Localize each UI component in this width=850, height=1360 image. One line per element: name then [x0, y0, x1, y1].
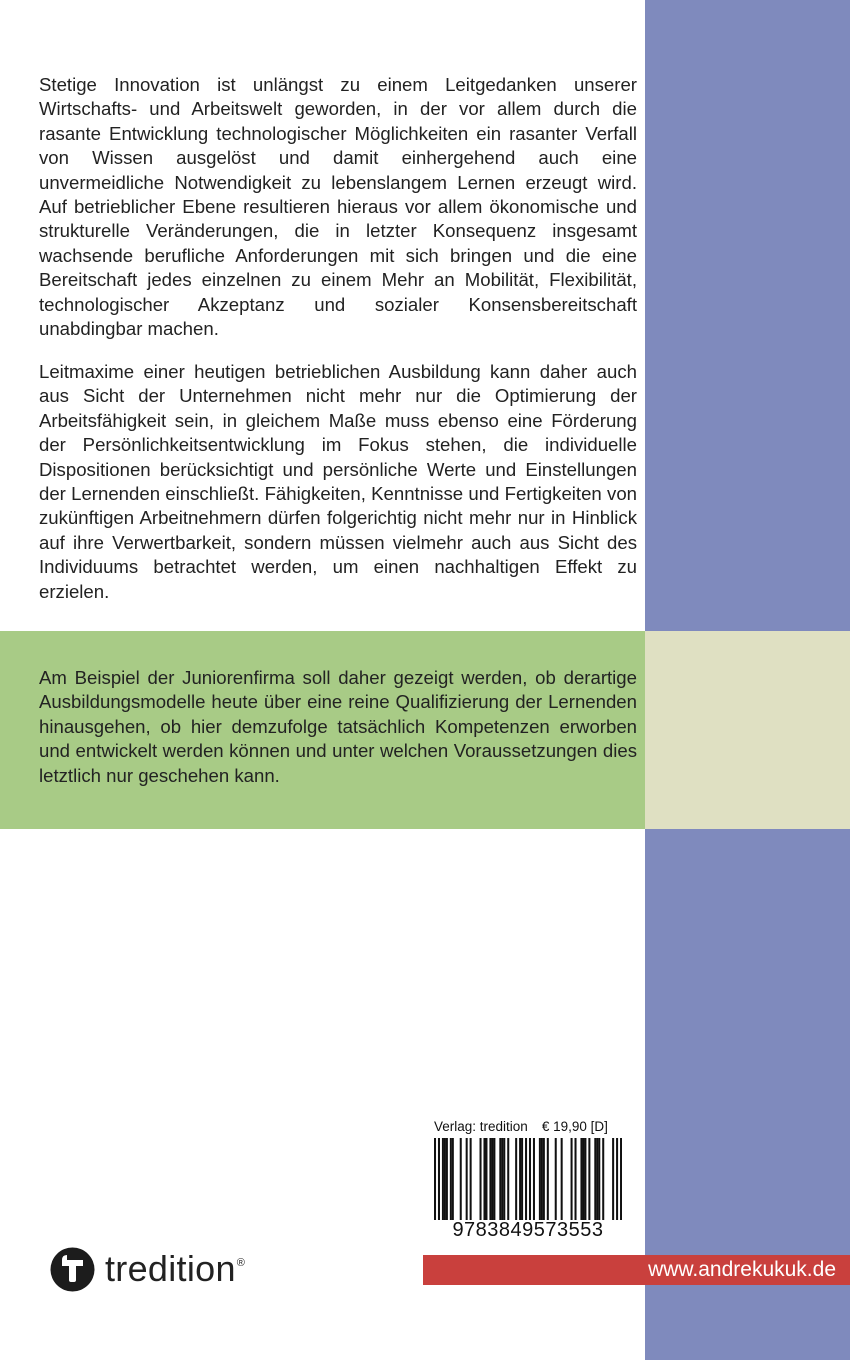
barcode-bar: [584, 1138, 586, 1220]
isbn-number: 9783849573553: [452, 1219, 604, 1241]
barcode-bar: [555, 1138, 557, 1220]
barcode-bar: [493, 1138, 495, 1220]
barcode-header: [434, 1119, 608, 1134]
logo-name: tredition: [105, 1248, 236, 1289]
barcode-bar: [444, 1138, 446, 1220]
barcode-bar: [533, 1138, 535, 1220]
barcode-bar: [543, 1138, 545, 1220]
barcode-bar: [515, 1138, 517, 1220]
barcode-bar: [442, 1138, 444, 1220]
barcode-bar: [485, 1138, 487, 1220]
barcode-bar: [507, 1138, 509, 1220]
barcode-bar: [571, 1138, 573, 1220]
barcode-bar: [541, 1138, 543, 1220]
barcode-bar: [575, 1138, 577, 1220]
barcode-bar: [470, 1138, 472, 1220]
barcode-bar: [460, 1138, 462, 1220]
side-accent-band: [645, 631, 850, 829]
barcode-bar: [501, 1138, 503, 1220]
barcode-bar: [483, 1138, 485, 1220]
barcode-bar: [434, 1138, 436, 1220]
barcode-block: [428, 1117, 628, 1249]
barcode-bar: [594, 1138, 596, 1220]
barcode-bar: [466, 1138, 468, 1220]
publisher-label: Verlag: tredition: [434, 1119, 528, 1134]
logo-wordmark: [105, 1249, 245, 1289]
barcode-bar: [596, 1138, 598, 1220]
barcode-bar: [499, 1138, 501, 1220]
barcode-bar: [588, 1138, 590, 1220]
barcode-bar: [616, 1138, 618, 1220]
barcode-bar: [561, 1138, 563, 1220]
blurb-paragraph-2: Leitmaxime einer heutigen betrieblichen Ausbildung kann daher auch aus Sicht der Unternehmen nicht mehr nur die Optimierung der Arbeitsfähigkeit sein, in gleichem Maße muss ebenso eine Förderung der Persönlichkeitsentwicklung im Fokus stehen, die individuelle Dispositionen berücksichtigt und persönliche Werte und Einstellungen der Lernenden einschließt. Fähigkeiten, Kenntnisse und Fertigkeiten von zukünftigen Arbeitnehmern dürfen folgerichtig nicht mehr nur in Hinblick auf ihre Verwertbarkeit, sondern müssen vielmehr auch aus Sicht des Individuums betrachtet werden, um einen nachhaltigen Effekt zu erzielen.: [39, 361, 637, 602]
barcode-bar: [503, 1138, 505, 1220]
registered-mark: ®: [236, 1257, 246, 1269]
barcode-bar: [519, 1138, 521, 1220]
barcode-bar: [438, 1138, 440, 1220]
blurb-paragraph-3: Am Beispiel der Juniorenfirma soll daher gezeigt werden, ob derartige Ausbildungsmodelle heute über eine reine Qualifizierung der Lernenden hinausgehen, ob hier demzufolge tatsächlich Kompetenzen erworben und entwickelt werden können und unter welchen Voraussetzungen dies letztlich nur geschehen kann.: [39, 667, 637, 786]
barcode-bar: [539, 1138, 541, 1220]
barcode-bar: [480, 1138, 482, 1220]
barcode-bar: [489, 1138, 491, 1220]
barcode-bar: [602, 1138, 604, 1220]
barcode-bar: [620, 1138, 622, 1220]
isbn-barcode: [434, 1138, 622, 1220]
barcode-bar: [521, 1138, 523, 1220]
barcode-bar: [446, 1138, 448, 1220]
blurb-paragraph-1: Stetige Innovation ist unlängst zu einem Leitgedanken unserer Wirtschafts- und Arbeitswelt geworden, in der vor allem durch die rasante Entwicklung technologischer Möglichkeiten ein rasanter Verfall von Wissen ausgelöst und damit einhergehend auch eine unvermeidliche Notwendigkeit zu lebenslangem Lernen erzeugt wird. Auf betrieblicher Ebene resultieren hieraus vor allem ökonomische und strukturelle Veränderungen, die in letzter Konsequenz insgesamt wachsende berufliche Anforderungen mit sich bringen und die eine Bereitschaft jedes einzelnen zu einem Mehr an Mobilität, Flexibilität, technologischer Akzeptanz und sozialer Konsensbereitschaft unabdingbar machen.: [39, 74, 637, 340]
barcode-bar: [582, 1138, 584, 1220]
tredition-t-icon: [50, 1247, 95, 1292]
barcode-bar: [529, 1138, 531, 1220]
barcode-bar: [547, 1138, 549, 1220]
barcode-bar: [450, 1138, 452, 1220]
barcode-bar: [452, 1138, 454, 1220]
publisher-logo: [50, 1245, 245, 1293]
website-bar: [423, 1255, 850, 1285]
barcode-bar: [525, 1138, 527, 1220]
price-label: € 19,90 [D]: [541, 1119, 608, 1134]
website-link[interactable]: www.andrekukuk.de: [648, 1258, 836, 1281]
barcode-bar: [580, 1138, 582, 1220]
barcode-bar: [612, 1138, 614, 1220]
barcode-bar: [598, 1138, 600, 1220]
barcode-bar: [491, 1138, 493, 1220]
